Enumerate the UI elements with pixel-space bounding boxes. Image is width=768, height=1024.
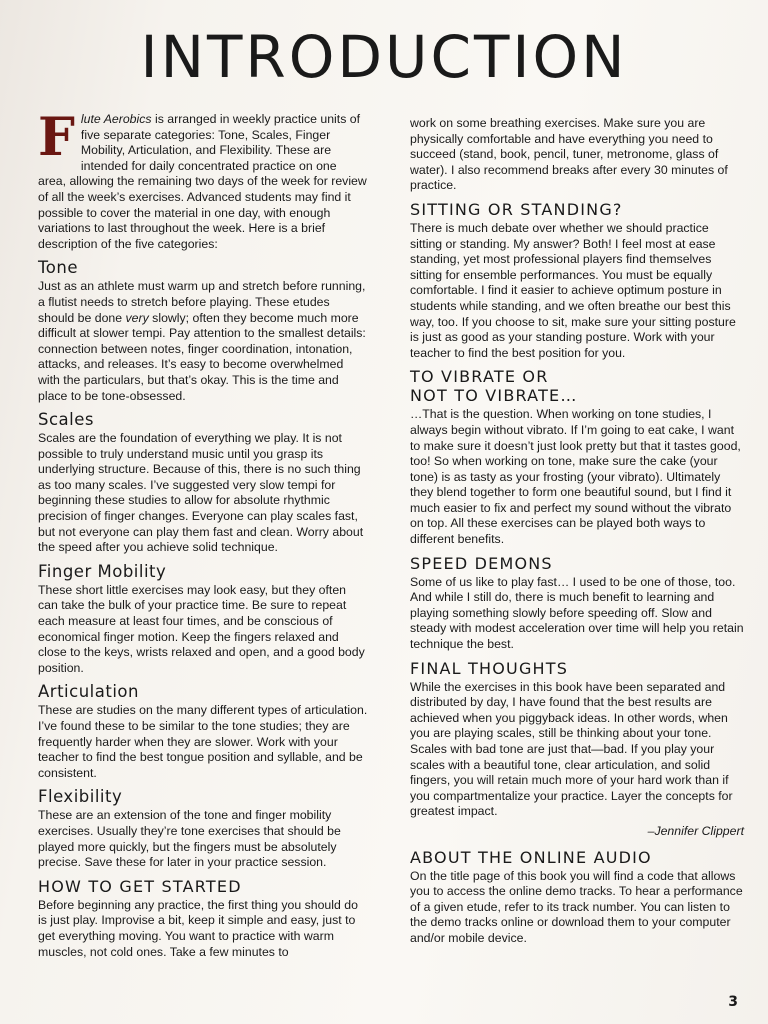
section-heading-how-to-get-started: HOW TO GET STARTED bbox=[38, 876, 242, 896]
section-text-flexibility: These are an extension of the tone and finger mobility exercises. Usually they’re tone exercises that should be played more quickly, but the fingers must be absolutely precise. Save these for later in your practice session. bbox=[38, 808, 341, 870]
section-heading-vibrato bbox=[410, 367, 744, 405]
section-text-final-thoughts: While the exercises in this book have been separated and distributed by day, I have found that the best results are achieved when you piggyback ideas. In other words, when you are playing scales, still be thinking about your tone. Scales with bad tone are just that—bad. If you play your scales with a beautiful tone, clear articulation, and solid fingers, you will retain much more of your hard work than if you compartmentalize your practice. Layer the concepts for greatest impact. bbox=[410, 679, 733, 819]
section-heading-speed-demons: SPEED DEMONS bbox=[410, 553, 553, 573]
section-text-sitting-or-standing: There is much debate over whether we should practice sitting or standing. My answer? Both! I feel most at ease standing, yet most professional players find themselves sitting for ensemble performances. You must be equally comfortable. I find it easier to achieve optimum posture in students while standing, and we often breathe our best this way, too. If you choose to sit, make sure your sitting posture is just as good as your standing posture. Work with your teacher to find the best position for you. bbox=[410, 220, 736, 360]
author-signature: –Jennifer Clippert bbox=[647, 823, 744, 838]
right-column bbox=[410, 116, 744, 951]
section-heading-sitting-or-standing: SITTING OR STANDING? bbox=[410, 199, 623, 219]
book-title-italic: lute Aerobics bbox=[80, 112, 152, 126]
section-heading-tone: Tone bbox=[38, 258, 78, 278]
section-heading-scales: Scales bbox=[38, 410, 94, 430]
intro-text: is arranged in weekly practice units of five separate categories: Tone, Scales, Finger Mobility, Articulation, and Flexibility. These are intended for daily concentrated practice on one area, allowing the remaining two days of the week for review of all the week’s exercises. Advanced students may find it possible to cover the material in one day, with enough variations to last throughout the week. Here is a brief description of the five categories: bbox=[38, 112, 367, 251]
section-text-vibrato: …That is the question. When working on tone studies, I always begin without vibrato. If I’m going to eat cake, I want to make sure it doesn’t just look pretty but that it tastes good, too! So when working on tone, make sure the cake (your tone) is as tasty as your frosting (your vibrato). Ultimately they blend together to form one beautiful sound, but I find it much easier to fix and perfect my sound without the vibrato on top. All these exercises can be played both ways to different benefits. bbox=[410, 407, 741, 547]
section-heading-online-audio: ABOUT THE ONLINE AUDIO bbox=[410, 847, 652, 867]
tone-emphasis: very bbox=[125, 310, 149, 325]
section-text-scales: Scales are the foundation of everything we play. It is not possible to truly understand music until you grasp its underlying structure. Because of this, there is no such thing as too many scales. I’ve suggested very slow tempi for beginning these studies to allow for absolute rhythmic precision of finger changes. Everyone can play scales fast, but not everyone can play them fast and clean. Worry about the speed after you achieve solid technique. bbox=[38, 431, 364, 555]
left-column bbox=[38, 107, 368, 964]
section-text-online-audio: On the title page of this book you will find a code that allows you to access the online demo tracks. To hear a performance of a given etude, refer to its track number. You can listen to the demo tracks online or download them to your computer and/or mobile device. bbox=[410, 868, 743, 945]
section-text-tone bbox=[38, 279, 368, 404]
section-text-finger-mobility: These short little exercises may look easy, but they often can take the bulk of your practice time. Be sure to repeat each measure at least four times, and be conscious of economical finger motion. Keep the fingers relaxed and close to the keys, wrists relaxed and open, and a good body position. bbox=[38, 582, 365, 675]
page-title: INTRODUCTION bbox=[140, 23, 628, 91]
intro-paragraph bbox=[38, 107, 368, 252]
vibrato-heading-line1: TO VIBRATE OR bbox=[410, 367, 549, 387]
section-heading-final-thoughts: FINAL THOUGHTS bbox=[410, 658, 569, 678]
section-heading-finger-mobility: Finger Mobility bbox=[38, 561, 167, 581]
section-text-how-to-get-started-continued: work on some breathing exercises. Make sure you are physically comfortable and have everything you need to succeed (stand, book, pencil, tuner, metronome, glass of water). I also recommend breaks after every 30 minutes of practice. bbox=[410, 116, 728, 193]
section-text-articulation: These are studies on the many different types of articulation. I’ve found these to be similar to the tone studies; they are frequently harder when they are slower. Work with your teacher to find the best tongue position and syllable, and be consistent. bbox=[38, 703, 368, 780]
section-heading-flexibility: Flexibility bbox=[38, 787, 123, 807]
drop-cap: F bbox=[38, 107, 75, 168]
section-text-how-to-get-started: Before beginning any practice, the first thing you should do is just play. Improvise a bit, keep it simple and easy, just to get everything moving. You want to practice with warm muscles, not cold ones. Take a few minutes to bbox=[38, 897, 358, 959]
section-text-speed-demons: Some of us like to play fast… I used to be one of those, too. And while I still do, there is much benefit to learning and playing something slowly before speeding off. Slow and steady with modest acceleration over time will help you retain technique the best. bbox=[410, 574, 744, 652]
tone-text-b: slowly; often they become much more difficult at slower tempi. Pay attention to the smallest details: connection between notes, finger coordination, intonation, attacks, and releases. It’s easy to become overwhelmed with the particulars, but that’s okay. This is the time and place to be tone-obsessed. bbox=[38, 310, 366, 403]
section-heading-articulation: Articulation bbox=[38, 682, 139, 702]
vibrato-heading-line2: NOT TO VIBRATE… bbox=[410, 386, 578, 406]
tone-text-a: Just as an athlete must warm up and stretch before running, a flutist needs to stretch before playing. These etudes should be done bbox=[38, 279, 366, 325]
page-number: 3 bbox=[728, 994, 738, 1010]
